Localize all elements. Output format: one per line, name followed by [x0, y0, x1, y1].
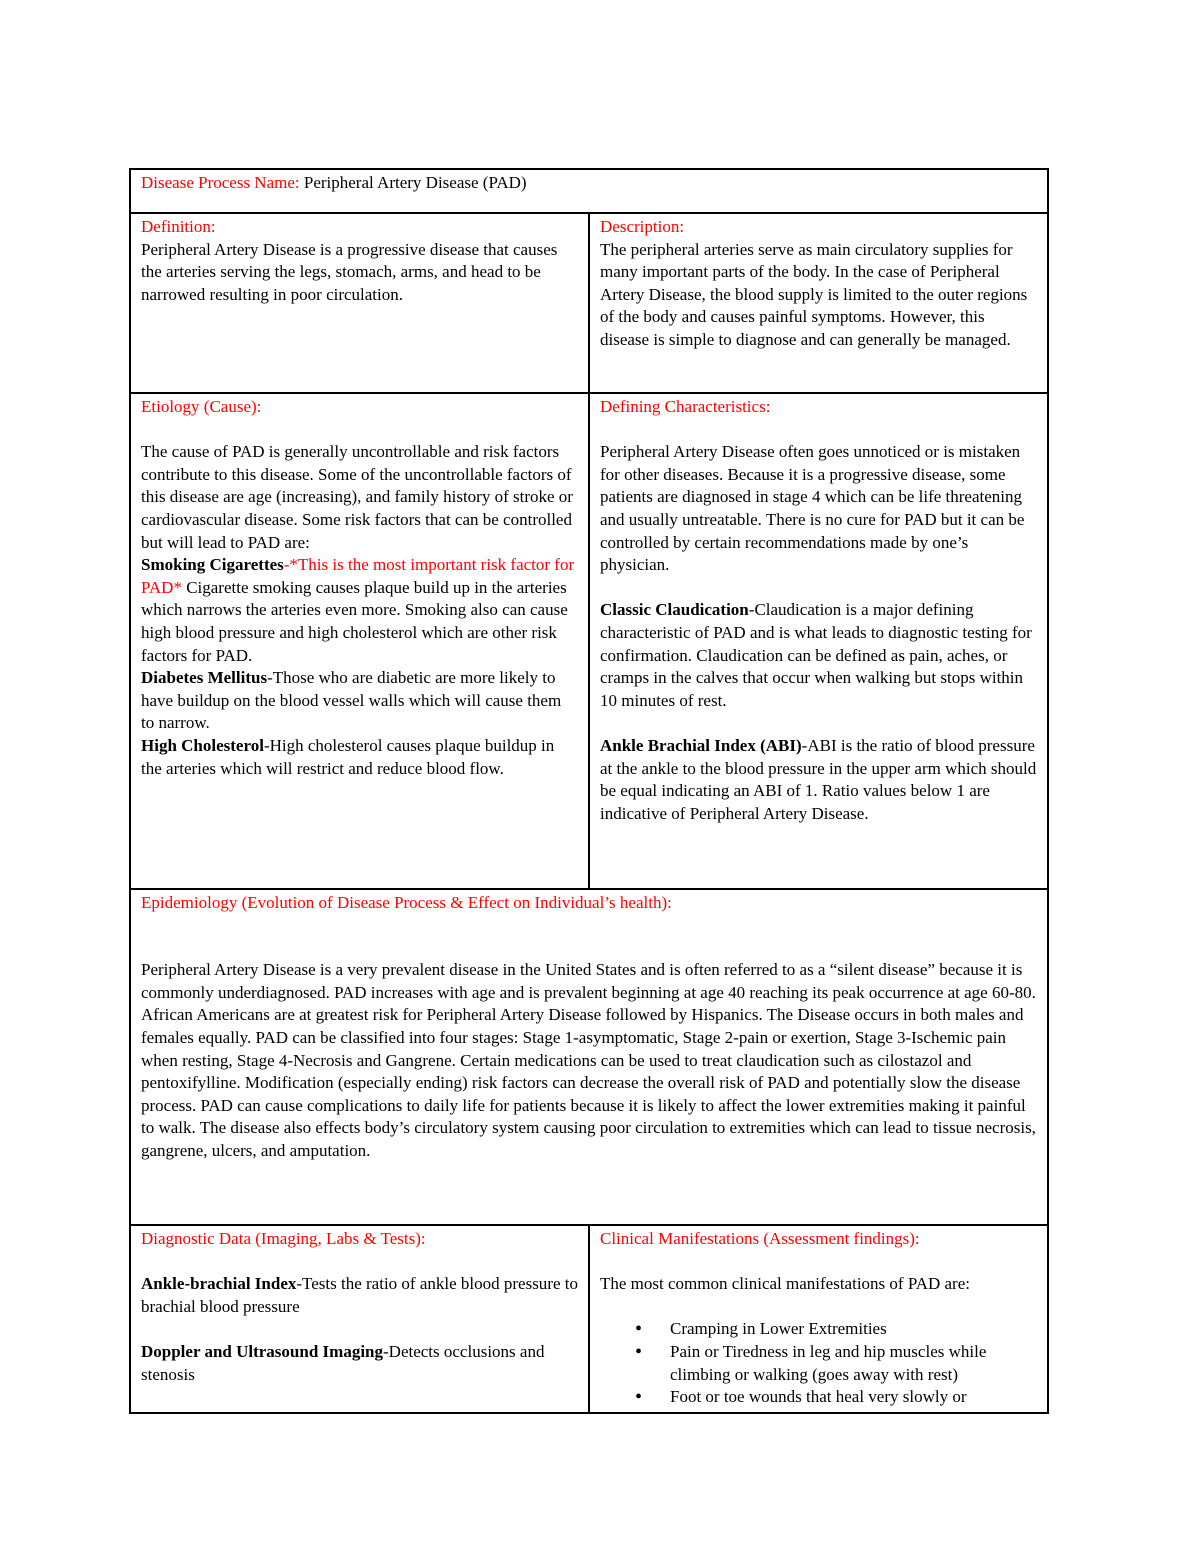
diagnostic-cell: [130, 1225, 589, 1413]
clinical-label: Clinical Manifestations (Assessment findings):: [600, 1229, 920, 1248]
epidemiology-label: Epidemiology (Evolution of Disease Process & Effect on Individual’s health):: [141, 893, 672, 912]
disease-name-cell: [130, 169, 1048, 213]
description-label: Description:: [600, 217, 685, 236]
abi-test-paragraph: [141, 1273, 578, 1318]
characteristics-intro: Peripheral Artery Disease often goes unnoticed or is mistaken for other diseases. Because it is a progressive disease, some patients are diagnosed in stage 4 which can be life threatening and usually untreatable. There is no cure for PAD but it can be controlled by certain recommendations made by one’s physician.: [600, 442, 1025, 575]
etiology-characteristics-row: [130, 393, 1048, 889]
description-text: The peripheral arteries serve as main circulatory supplies for many important parts of the body. In the case of Peripheral Artery Disease, the blood supply is limited to the outer regions of the body and causes painful symptoms. However, this disease is simple to diagnose and can generally be managed.: [600, 239, 1028, 349]
doppler-text: -Detects occlusions and stenosis: [141, 1341, 545, 1384]
epidemiology-cell: [130, 889, 1048, 1225]
abi-text: -ABI is the ratio of blood pressure at the ankle to the blood pressure in the upper arm which should be equal indicating an ABI of 1. Ratio values below 1 are indicative of Peripheral Artery Disease.: [600, 735, 1037, 823]
definition-label: Definition:: [141, 217, 216, 236]
etiology-intro: The cause of PAD is generally uncontrollable and risk factors contribute to this disease. Some of the uncontrollable factors of this disease are age (increasing), and family history of stroke or cardiovascular disease. Some risk factors that can be controlled but will lead to PAD are:: [141, 442, 573, 552]
diagnostic-clinical-row: [130, 1225, 1048, 1413]
list-item: • Cramping in Lower Extremities: [670, 1318, 1037, 1341]
diabetes-term: Diabetes Mellitus: [141, 668, 268, 688]
clinical-cell: [589, 1225, 1048, 1413]
diabetes-text: -Those who are diabetic are more likely to have buildup on the blood vessel walls which will cause them to narrow.: [141, 668, 562, 733]
abi-test-term: Ankle-brachial Index: [141, 1274, 297, 1294]
clinical-intro: The most common clinical manifestations of PAD are:: [600, 1274, 970, 1294]
description-cell: [589, 213, 1048, 393]
disease-process-table: [129, 168, 1049, 1414]
disease-name-value: Peripheral Artery Disease (PAD): [299, 173, 527, 192]
definition-cell: [130, 213, 589, 393]
epidemiology-text: Peripheral Artery Disease is a very prevalent disease in the United States and is often referred to as a “silent disease” because it is commonly underdiagnosed. PAD increases with age and is prevalent beginning at age 40 reaching its peak occurrence at age 60-80. African Americans are at greatest risk for Peripheral Artery Disease followed by Hispanics. The Disease occurs in both males and females equally. PAD can be classified into four stages: Stage 1-asymptomatic, Stage 2-pain or exertion, Stage 3-Ischemic pain when resting, Stage 4-Necrosis and Gangrene. Certain medications can be used to treat claudication such as cilostazol and pentoxifylline. Modification (especially ending) risk factors can decrease the overall risk of PAD and potentially slow the disease process. PAD can cause complications to daily life for patients because it is likely to affect the lower extremities making it painful to walk. The disease also effects body’s circulatory system causing poor circulation to extremities which can lead to tissue necrosis, gangrene, ulcers, and amputation.: [141, 960, 1036, 1160]
smoking-note: -*This is the most important risk factor for PAD*: [141, 555, 575, 597]
cholesterol-text: -High cholesterol causes plaque buildup in the arteries which will restrict and reduce blood flow.: [141, 735, 555, 778]
characteristics-cell: [589, 393, 1048, 889]
list-item: • Pain or Tiredness in leg and hip muscles while climbing or walking (goes away with rest): [670, 1341, 1037, 1386]
smoking-term: Smoking Cigarettes: [141, 555, 284, 575]
cholesterol-term: High Cholesterol: [141, 735, 264, 755]
disease-name-row: [130, 169, 1048, 213]
doppler-term: Doppler and Ultrasound Imaging: [141, 1341, 383, 1361]
clinical-list: [600, 1318, 1037, 1408]
cholesterol-paragraph: [141, 735, 578, 780]
definition-description-row: [130, 213, 1048, 393]
abi-term: Ankle Brachial Index (ABI): [600, 735, 802, 755]
abi-test-text: -Tests the ratio of ankle blood pressure to brachial blood pressure: [141, 1274, 578, 1316]
claudication-text: -Claudication is a major defining characteristic of PAD and is what leads to diagnostic testing for confirmation. Claudication can be defined as pain, aches, or cramps in the calves that occur when walking but stops within 10 minutes of rest.: [600, 600, 1032, 710]
claudication-paragraph: [600, 599, 1037, 712]
list-item: • Foot or toe wounds that heal very slowly or: [670, 1386, 1037, 1408]
diabetes-paragraph: [141, 667, 578, 735]
disease-name-label: Disease Process Name:: [141, 173, 300, 192]
claudication-term: Classic Claudication: [600, 600, 749, 620]
etiology-cell: [130, 393, 589, 889]
epidemiology-row: [130, 889, 1048, 1225]
diagnostic-label: Diagnostic Data (Imaging, Labs & Tests):: [141, 1229, 426, 1248]
smoking-paragraph: [141, 554, 578, 667]
abi-paragraph: [600, 735, 1037, 825]
etiology-label: Etiology (Cause):: [141, 397, 262, 416]
doppler-paragraph: [141, 1341, 578, 1386]
smoking-text: Cigarette smoking causes plaque build up in the arteries which narrows the arteries even more. Smoking also can cause high blood pressure and high cholesterol which are other risk factors for PAD.: [141, 577, 568, 665]
characteristics-label: Defining Characteristics:: [600, 397, 771, 416]
definition-text: Peripheral Artery Disease is a progressive disease that causes the arteries serving the legs, stomach, arms, and head to be narrowed resulting in poor circulation.: [141, 239, 558, 304]
